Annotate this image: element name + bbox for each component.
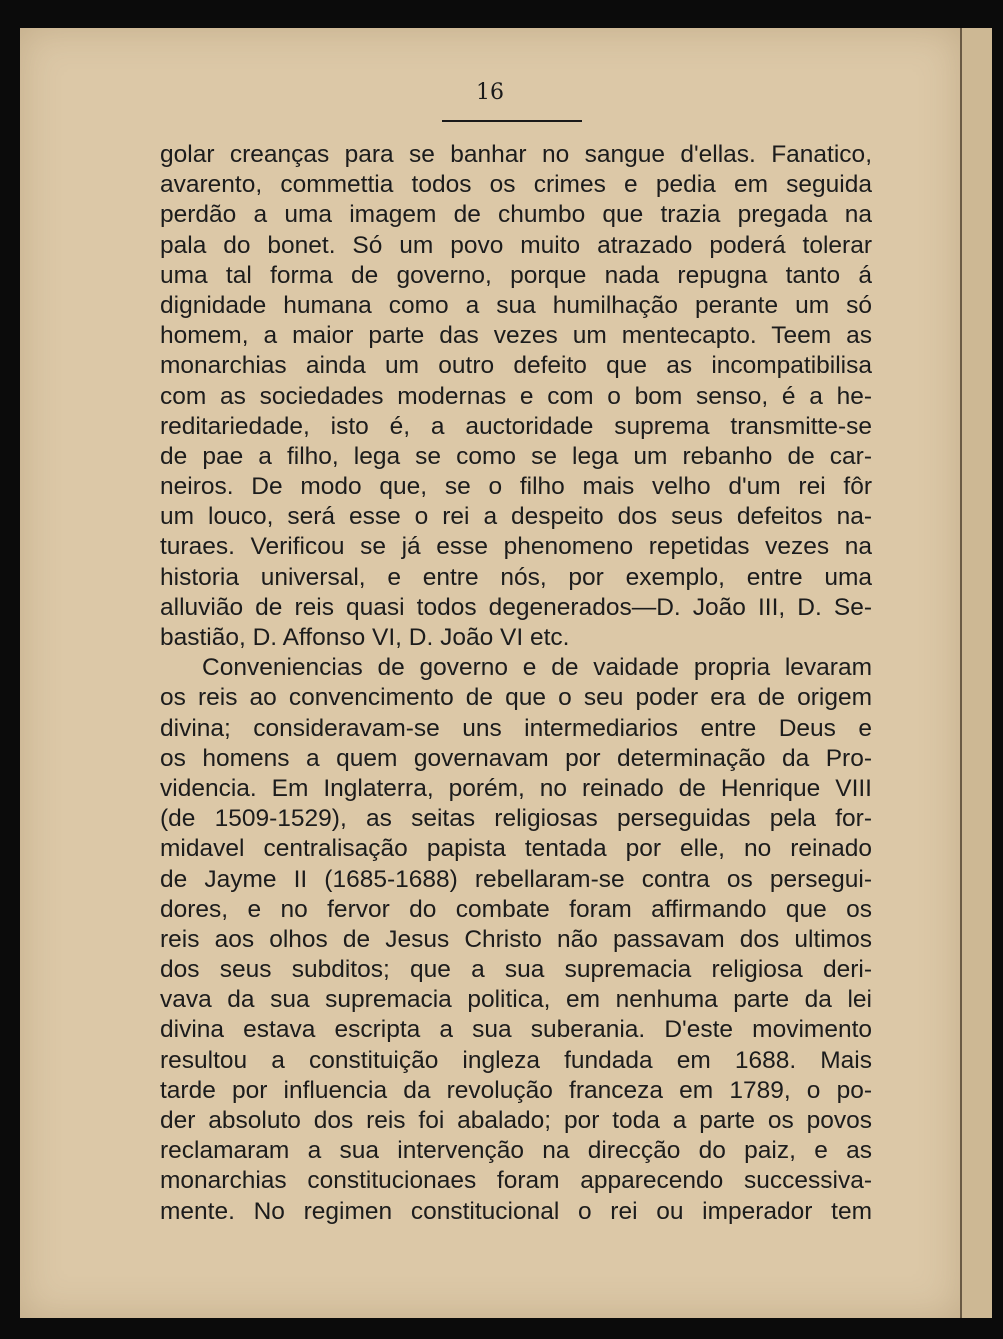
text-line: monarchias ainda um outro defeito que as incompatibilisa [160,352,872,380]
text-line: divina estava escripta a sua suberania. D'este movimento [160,1016,872,1044]
text-line: tarde por influencia da revolução franceza em 1789, o po- [160,1076,872,1104]
text-line: alluvião de reis quasi todos degenerados—D. João III, D. Se- [160,593,872,621]
body-text [160,140,872,1227]
text-line: monarchias constitucionaes foram apparecendo successiva- [160,1167,872,1195]
text-line: com as sociedades modernas e com o bom senso, é a he- [160,382,872,410]
text-line: der absoluto dos reis foi abalado; por toda a parte os povos [160,1107,872,1134]
text-line: os reis ao convencimento de que o seu poder era de origem [160,684,872,712]
text-line: historia universal, e entre nós, por exemplo, entre uma [160,563,872,591]
text-line: mente. No regimen constitucional o rei ou imperador tem [160,1197,872,1225]
text-line: turaes. Verificou se já esse phenomeno repetidas vezes na [160,533,872,561]
text-line: reclamaram a sua intervenção na direcção do paiz, e as [160,1137,872,1165]
text-line: Conveniencias de governo e de vaidade propria levaram [202,654,872,682]
text-line: vava da sua supremacia politica, em nenhuma parte da lei [160,986,872,1014]
page-edge [960,28,992,1318]
book-page [20,28,960,1318]
text-line: dignidade humana como a sua humilhação perante um só [160,291,872,319]
text-line: um louco, será esse o rei a despeito dos seus defeitos na- [160,503,872,531]
text-line: golar creanças para se banhar no sangue d'ellas. Fanatico, [160,141,872,168]
text-line: os homens a quem governavam por determinação da Pro- [160,744,872,772]
text-line: dos seus subditos; que a sua supremacia religiosa deri- [160,956,872,984]
text-line: neiros. De modo que, se o filho mais velho d'um rei fôr [160,473,872,501]
page-number: 16 [476,80,504,105]
text-line: reis aos olhos de Jesus Christo não passavam dos ultimos [160,925,872,953]
text-line: reditariedade, isto é, a auctoridade suprema transmitte-se [160,412,872,440]
text-line: midavel centralisação papista tentada por elle, no reinado [160,835,872,863]
text-line: avarento, commettia todos os crimes e pedia em seguida [160,171,872,199]
text-line: homem, a maior parte das vezes um mentecapto. Teem as [160,322,872,350]
text-line: (de 1509-1529), as seitas religiosas perseguidas pela for- [160,805,872,833]
text-line: de pae a filho, lega se como se lega um rebanho de car- [160,442,872,470]
text-line: uma tal forma de governo, porque nada repugna tanto á [160,261,872,289]
text-line: pala do bonet. Só um povo muito atrazado poderá tolerar [160,231,872,259]
text-line: videncia. Em Inglaterra, porém, no reinado de Henrique VIII [160,774,872,802]
text-line: divina; consideravam-se uns intermediarios entre Deus e [160,714,872,742]
text-line: perdão a uma imagem de chumbo que trazia pregada na [160,201,872,229]
header-rule [442,120,582,122]
text-line: bastião, D. Affonso VI, D. João VI etc. [160,624,570,651]
text-line: de Jayme II (1685-1688) rebellaram-se contra os persegui- [160,865,872,893]
text-line: dores, e no fervor do combate foram affirmando que os [160,895,872,923]
text-line: resultou a constituição ingleza fundada em 1688. Mais [160,1046,872,1074]
